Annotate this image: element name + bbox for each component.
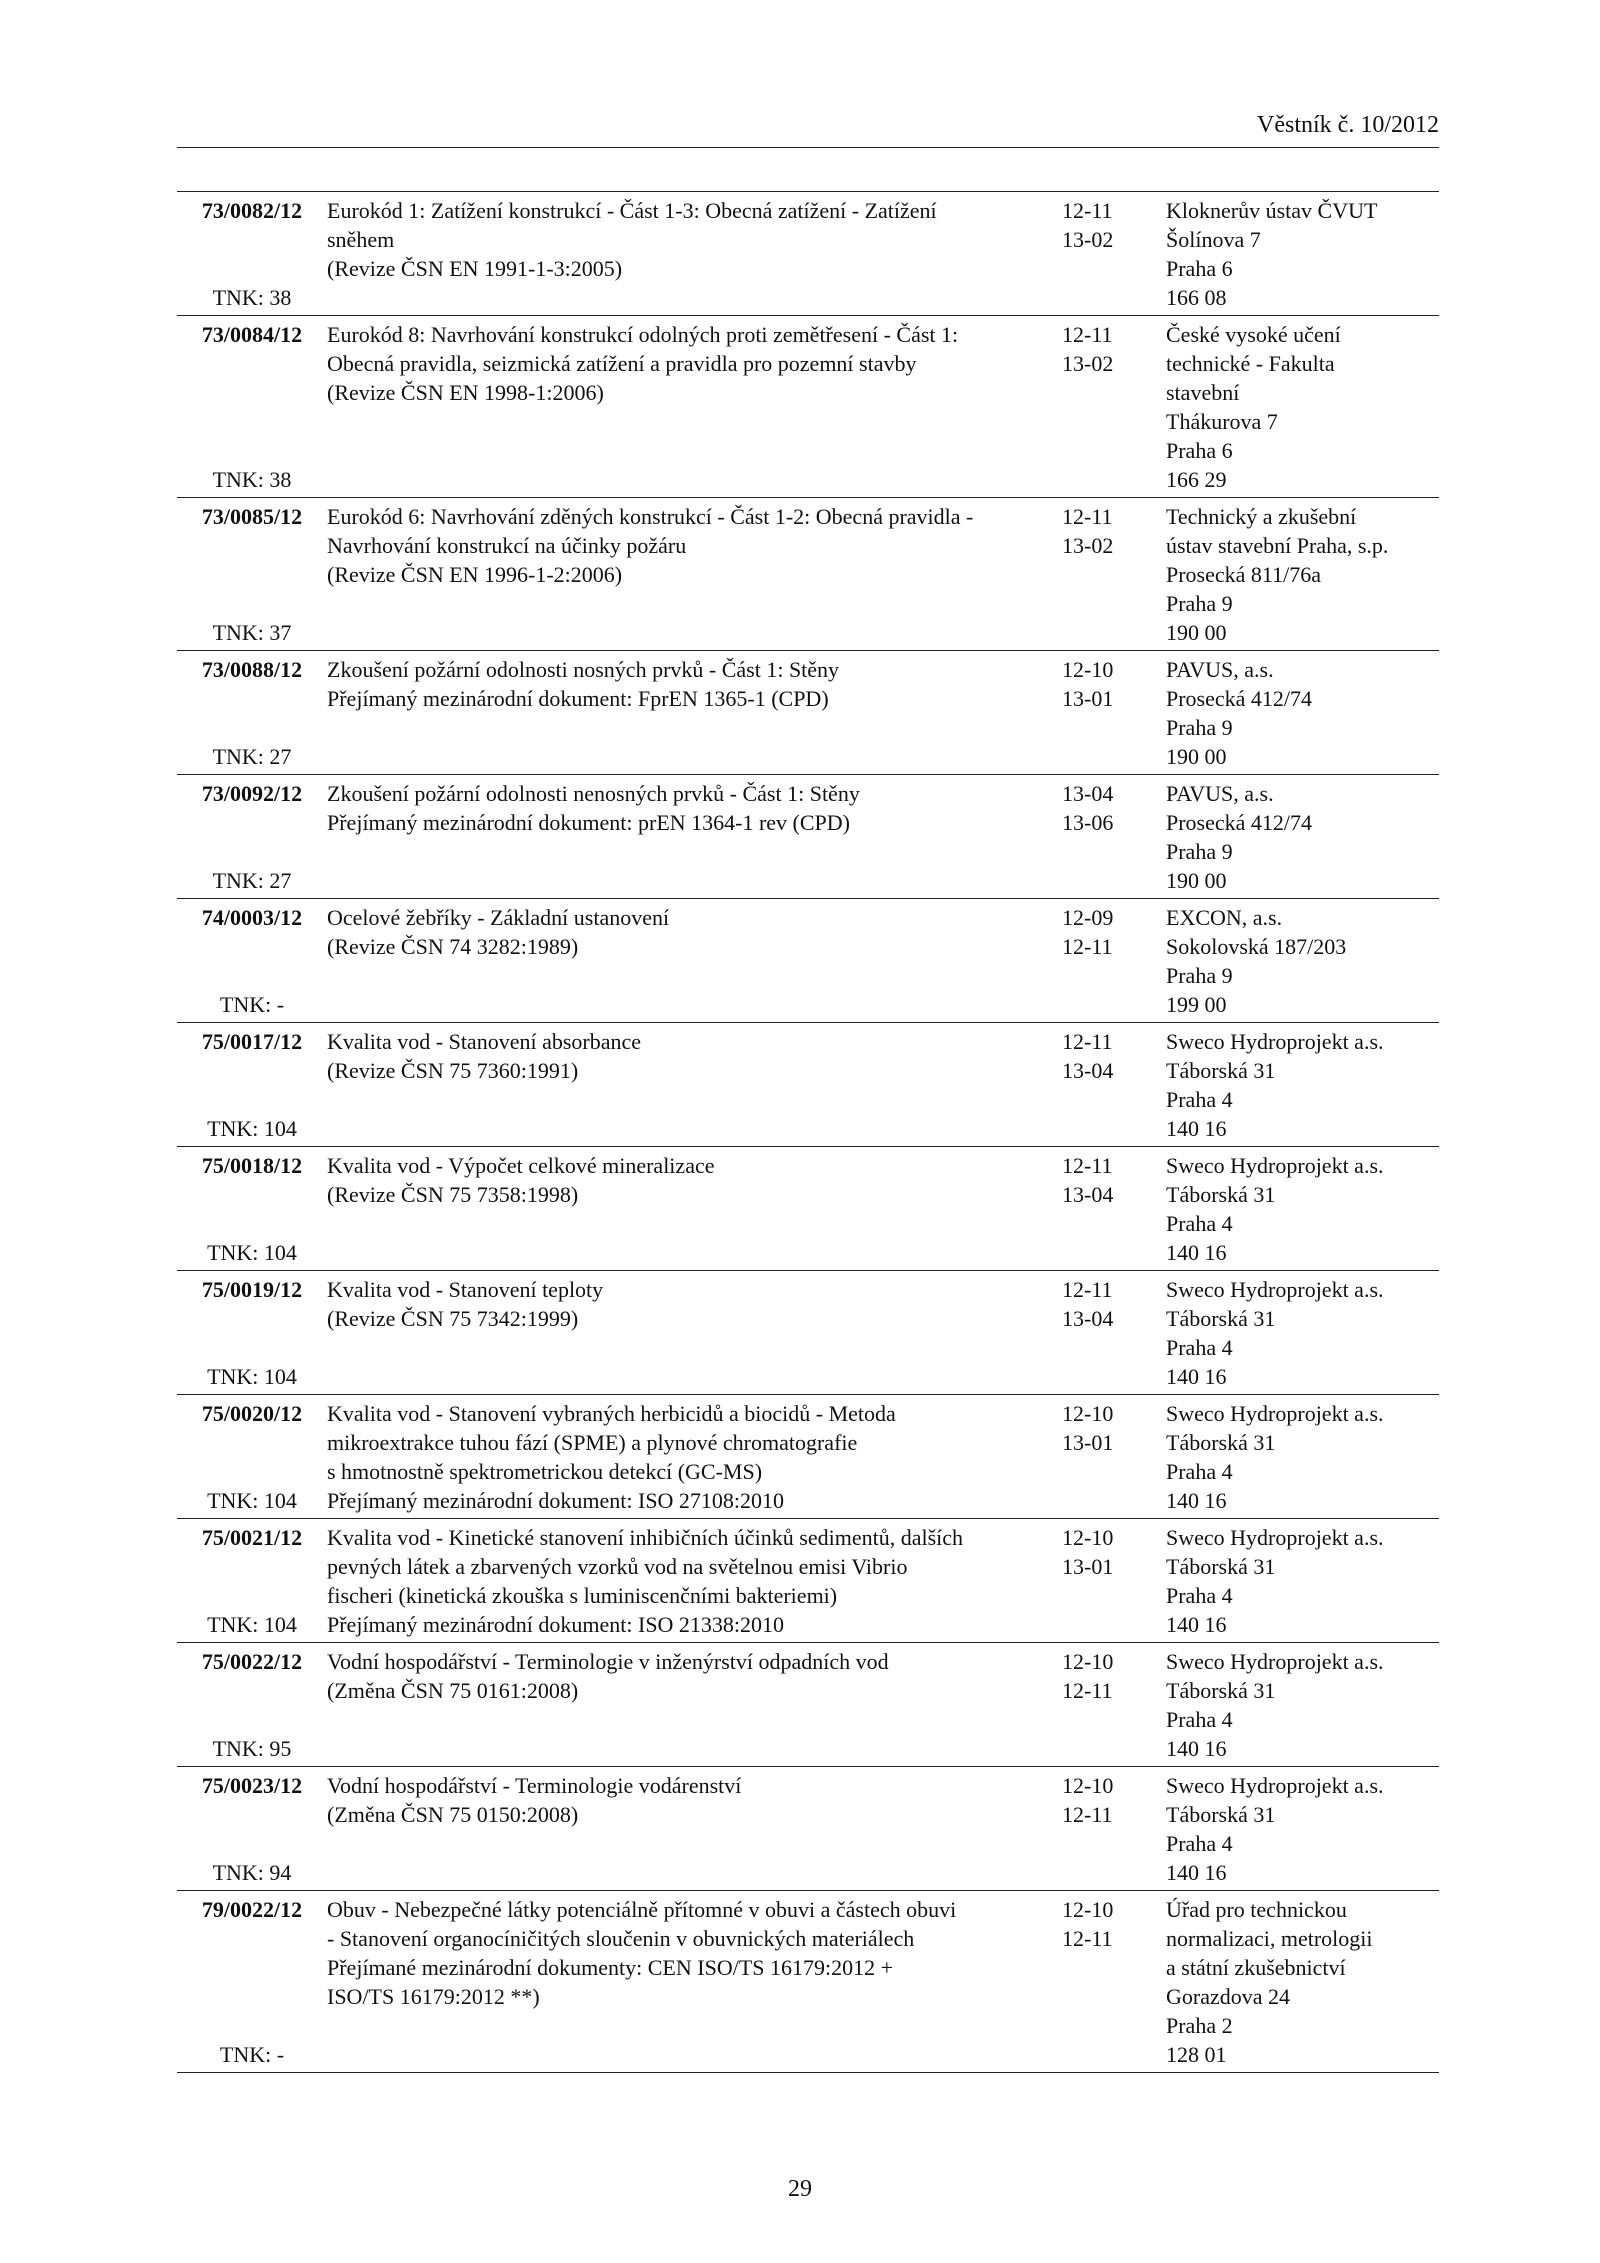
address-line: Táborská 31 xyxy=(1166,1430,1276,1455)
entry-address-cell xyxy=(1166,1147,1439,1271)
date-value: 12-10 xyxy=(1062,1401,1114,1426)
title-line: (Revize ČSN 75 7342:1999) xyxy=(327,1306,579,1331)
address-line: Praha 6 xyxy=(1166,438,1233,463)
entry-id-cell xyxy=(177,1395,327,1519)
address-line: technické - Fakulta xyxy=(1166,351,1335,376)
title-line: Kvalita vod - Výpočet celkové mineralizace xyxy=(327,1153,715,1178)
entry-address-cell xyxy=(1166,775,1439,899)
date-value: 12-11 xyxy=(1062,1277,1113,1302)
entry-address-cell xyxy=(1166,651,1439,775)
title-line: (Změna ČSN 75 0161:2008) xyxy=(327,1678,579,1703)
entry-dates-cell xyxy=(1057,316,1166,498)
date-value: 12-11 xyxy=(1062,1802,1113,1827)
journal-title: Věstník č. 10/2012 xyxy=(1257,112,1439,138)
date-value: 13-02 xyxy=(1062,227,1114,252)
entry-number: 75/0023/12 xyxy=(201,1773,303,1798)
title-line: Eurokód 1: Zatížení konstrukcí - Část 1-3: Obecná zatížení - Zatížení xyxy=(327,198,937,223)
date-value: 13-04 xyxy=(1062,1058,1114,1083)
entry-title-cell xyxy=(327,775,1057,899)
title-line: - Stanovení organocíničitých sloučenin v obuvnických materiálech xyxy=(327,1926,915,1951)
date-value: 13-01 xyxy=(1062,686,1114,711)
address-line: Thákurova 7 xyxy=(1166,409,1278,434)
entry-dates-cell xyxy=(1057,1023,1166,1147)
title-line: Obuv - Nebezpečné látky potenciálně přítomné v obuvi a částech obuvi xyxy=(327,1897,957,1922)
date-value: 12-11 xyxy=(1062,1926,1113,1951)
entry-title-cell xyxy=(327,899,1057,1023)
date-value: 13-01 xyxy=(1062,1430,1114,1455)
entry-address-cell xyxy=(1166,498,1439,651)
entry-id-cell xyxy=(177,1147,327,1271)
date-value: 12-10 xyxy=(1062,1897,1114,1922)
entry-title-cell xyxy=(327,651,1057,775)
address-line: Sweco Hydroprojekt a.s. xyxy=(1166,1525,1384,1550)
entry-title-cell xyxy=(327,1767,1057,1891)
tnk-label: TNK: - xyxy=(219,992,285,1017)
table-row xyxy=(177,775,1439,899)
entry-dates-cell xyxy=(1057,192,1166,316)
entry-title-cell xyxy=(327,316,1057,498)
entry-dates-cell xyxy=(1057,1271,1166,1395)
address-line: Praha 4 xyxy=(1166,1211,1233,1236)
tnk-label: TNK: 37 xyxy=(212,620,292,645)
table-row xyxy=(177,316,1439,498)
tnk-label: TNK: 104 xyxy=(207,1612,297,1637)
address-line: Praha 4 xyxy=(1166,1459,1233,1484)
date-value: 13-04 xyxy=(1062,1182,1114,1207)
entry-address-cell xyxy=(1166,1643,1439,1767)
table-row xyxy=(177,1891,1439,2073)
address-line: 140 16 xyxy=(1166,1736,1227,1761)
table-row xyxy=(177,1395,1439,1519)
address-line: Praha 6 xyxy=(1166,256,1233,281)
table-row xyxy=(177,1271,1439,1395)
table-row xyxy=(177,192,1439,316)
date-value: 13-06 xyxy=(1062,810,1114,835)
title-line: (Změna ČSN 75 0150:2008) xyxy=(327,1802,579,1827)
title-line: pevných látek a zbarvených vzorků vod na světelnou emisi Vibrio xyxy=(327,1554,908,1579)
entry-number: 73/0082/12 xyxy=(201,198,303,223)
entry-id-cell xyxy=(177,1643,327,1767)
entry-id-cell xyxy=(177,1519,327,1643)
address-line: Gorazdova 24 xyxy=(1166,1984,1291,2009)
title-line: Přejímané mezinárodní dokumenty: CEN ISO/TS 16179:2012 + xyxy=(327,1955,894,1980)
date-value: 13-04 xyxy=(1062,781,1114,806)
entry-dates-cell xyxy=(1057,1891,1166,2073)
date-value: 12-10 xyxy=(1062,657,1114,682)
entry-number: 73/0084/12 xyxy=(201,322,303,347)
address-line: Praha 4 xyxy=(1166,1583,1233,1608)
address-line: EXCON, a.s. xyxy=(1166,905,1283,930)
title-line: Přejímaný mezinárodní dokument: FprEN 1365-1 (CPD) xyxy=(327,686,829,711)
address-line: Praha 4 xyxy=(1166,1707,1233,1732)
entry-id-cell xyxy=(177,651,327,775)
entry-dates-cell xyxy=(1057,1147,1166,1271)
entry-dates-cell xyxy=(1057,1643,1166,1767)
entry-number: 73/0085/12 xyxy=(201,504,303,529)
title-line: Eurokód 8: Navrhování konstrukcí odolných proti zemětřesení - Část 1: xyxy=(327,322,959,347)
date-value: 13-01 xyxy=(1062,1554,1114,1579)
address-line: Táborská 31 xyxy=(1166,1306,1276,1331)
title-line: s hmotnostně spektrometrickou detekcí (GC-MS) xyxy=(327,1459,763,1484)
entry-id-cell xyxy=(177,1271,327,1395)
address-line: Praha 2 xyxy=(1166,2013,1233,2038)
tnk-label: TNK: 104 xyxy=(207,1488,297,1513)
entry-number: 75/0019/12 xyxy=(201,1277,303,1302)
address-line: 199 00 xyxy=(1166,992,1227,1017)
address-line: Praha 4 xyxy=(1166,1335,1233,1360)
entry-dates-cell xyxy=(1057,899,1166,1023)
address-line: 190 00 xyxy=(1166,868,1227,893)
entry-title-cell xyxy=(327,1023,1057,1147)
address-line: Sweco Hydroprojekt a.s. xyxy=(1166,1153,1384,1178)
address-line: Prosecká 412/74 xyxy=(1166,686,1313,711)
entry-title-cell xyxy=(327,1395,1057,1519)
title-line: Kvalita vod - Stanovení teploty xyxy=(327,1277,604,1302)
address-line: Sweco Hydroprojekt a.s. xyxy=(1166,1401,1384,1426)
title-line: (Revize ČSN 74 3282:1989) xyxy=(327,934,579,959)
address-line: normalizaci, metrologii xyxy=(1166,1926,1373,1951)
date-value: 13-02 xyxy=(1062,351,1114,376)
tnk-label: TNK: 104 xyxy=(207,1240,297,1265)
date-value: 12-10 xyxy=(1062,1649,1114,1674)
title-line: Eurokód 6: Navrhování zděných konstrukcí - Část 1-2: Obecná pravidla - xyxy=(327,504,974,529)
table-row xyxy=(177,651,1439,775)
date-value: 12-09 xyxy=(1062,905,1114,930)
address-line: Sweco Hydroprojekt a.s. xyxy=(1166,1649,1384,1674)
address-line: 140 16 xyxy=(1166,1860,1227,1885)
entry-id-cell xyxy=(177,1023,327,1147)
title-line: Ocelové žebříky - Základní ustanovení xyxy=(327,905,670,930)
title-line: (Revize ČSN 75 7358:1998) xyxy=(327,1182,579,1207)
address-line: 140 16 xyxy=(1166,1364,1227,1389)
address-line: Praha 4 xyxy=(1166,1087,1233,1112)
title-line: Vodní hospodářství - Terminologie v inženýrství odpadních vod xyxy=(327,1649,889,1674)
entry-number: 74/0003/12 xyxy=(201,905,303,930)
title-line: (Revize ČSN EN 1996-1-2:2006) xyxy=(327,562,623,587)
address-line: Technický a zkušební xyxy=(1166,504,1357,529)
entry-dates-cell xyxy=(1057,775,1166,899)
address-line: Táborská 31 xyxy=(1166,1802,1276,1827)
entry-title-cell xyxy=(327,498,1057,651)
table-row xyxy=(177,899,1439,1023)
address-line: Šolínova 7 xyxy=(1166,227,1261,252)
date-value: 12-10 xyxy=(1062,1773,1114,1798)
entry-id-cell xyxy=(177,775,327,899)
entry-id-cell xyxy=(177,192,327,316)
date-value: 12-11 xyxy=(1062,934,1113,959)
address-line: 190 00 xyxy=(1166,620,1227,645)
date-value: 12-11 xyxy=(1062,198,1113,223)
address-line: a státní zkušebnictví xyxy=(1166,1955,1346,1980)
entry-address-cell xyxy=(1166,316,1439,498)
page-header xyxy=(177,111,1439,148)
address-line: 166 08 xyxy=(1166,285,1227,310)
address-line: PAVUS, a.s. xyxy=(1166,657,1274,682)
entry-address-cell xyxy=(1166,1767,1439,1891)
address-line: 140 16 xyxy=(1166,1612,1227,1637)
entry-number: 75/0021/12 xyxy=(201,1525,303,1550)
entry-title-cell xyxy=(327,192,1057,316)
entry-number: 75/0018/12 xyxy=(201,1153,303,1178)
table-row xyxy=(177,1023,1439,1147)
title-line: Přejímaný mezinárodní dokument: ISO 21338:2010 xyxy=(327,1612,785,1637)
title-line: Přejímaný mezinárodní dokument: ISO 27108:2010 xyxy=(327,1488,785,1513)
address-line: PAVUS, a.s. xyxy=(1166,781,1274,806)
address-line: Táborská 31 xyxy=(1166,1554,1276,1579)
entry-title-cell xyxy=(327,1891,1057,2073)
entry-dates-cell xyxy=(1057,1519,1166,1643)
table-row xyxy=(177,498,1439,651)
date-value: 12-10 xyxy=(1062,1525,1114,1550)
address-line: Praha 9 xyxy=(1166,715,1233,740)
address-line: Praha 9 xyxy=(1166,963,1233,988)
address-line: 140 16 xyxy=(1166,1240,1227,1265)
date-value: 12-11 xyxy=(1062,1678,1113,1703)
address-line: Úřad pro technickou xyxy=(1166,1897,1347,1922)
address-line: Táborská 31 xyxy=(1166,1182,1276,1207)
entry-number: 73/0088/12 xyxy=(201,657,303,682)
tnk-label: TNK: 104 xyxy=(207,1116,297,1141)
entry-id-cell xyxy=(177,899,327,1023)
title-line: Kvalita vod - Stanovení absorbance xyxy=(327,1029,642,1054)
tnk-label: TNK: 38 xyxy=(212,285,292,310)
address-line: stavební xyxy=(1166,380,1240,405)
date-value: 12-11 xyxy=(1062,504,1113,529)
entry-address-cell xyxy=(1166,1395,1439,1519)
address-line: Sweco Hydroprojekt a.s. xyxy=(1166,1277,1384,1302)
tnk-label: TNK: 27 xyxy=(212,868,292,893)
title-line: fischeri (kinetická zkouška s luminiscenčními bakteriemi) xyxy=(327,1583,838,1608)
entry-number: 79/0022/12 xyxy=(201,1897,303,1922)
title-line: Vodní hospodářství - Terminologie vodárenství xyxy=(327,1773,742,1798)
entry-id-cell xyxy=(177,1891,327,2073)
address-line: České vysoké učení xyxy=(1166,322,1341,347)
address-line: Sweco Hydroprojekt a.s. xyxy=(1166,1773,1384,1798)
date-value: 12-11 xyxy=(1062,322,1113,347)
entry-address-cell xyxy=(1166,899,1439,1023)
entry-address-cell xyxy=(1166,1023,1439,1147)
entry-title-cell xyxy=(327,1147,1057,1271)
address-line: Prosecká 811/76a xyxy=(1166,562,1321,587)
title-line: Zkoušení požární odolnosti nenosných prvků - Část 1: Stěny xyxy=(327,781,860,806)
entry-number: 75/0022/12 xyxy=(201,1649,303,1674)
entry-address-cell xyxy=(1166,192,1439,316)
tnk-label: TNK: 94 xyxy=(212,1860,292,1885)
address-line: ústav stavební Praha, s.p. xyxy=(1166,533,1389,558)
address-line: Sweco Hydroprojekt a.s. xyxy=(1166,1029,1384,1054)
title-line: Přejímaný mezinárodní dokument: prEN 1364-1 rev (CPD) xyxy=(327,810,851,835)
date-value: 13-02 xyxy=(1062,533,1114,558)
title-line: Zkoušení požární odolnosti nosných prvků - Část 1: Stěny xyxy=(327,657,840,682)
entry-dates-cell xyxy=(1057,651,1166,775)
entry-address-cell xyxy=(1166,1519,1439,1643)
title-line: Obecná pravidla, seizmická zatížení a pravidla pro pozemní stavby xyxy=(327,351,917,376)
title-line: mikroextrakce tuhou fází (SPME) a plynové chromatografie xyxy=(327,1430,858,1455)
address-line: Kloknerův ústav ČVUT xyxy=(1166,198,1378,223)
address-line: Táborská 31 xyxy=(1166,1678,1276,1703)
date-value: 12-11 xyxy=(1062,1153,1113,1178)
tnk-label: TNK: 104 xyxy=(207,1364,297,1389)
entry-number: 75/0017/12 xyxy=(201,1029,303,1054)
entry-dates-cell xyxy=(1057,1395,1166,1519)
entry-title-cell xyxy=(327,1271,1057,1395)
table-row xyxy=(177,1643,1439,1767)
entry-address-cell xyxy=(1166,1891,1439,2073)
address-line: Táborská 31 xyxy=(1166,1058,1276,1083)
entry-dates-cell xyxy=(1057,1767,1166,1891)
tnk-label: TNK: 38 xyxy=(212,467,292,492)
address-line: Praha 4 xyxy=(1166,1831,1233,1856)
date-value: 12-11 xyxy=(1062,1029,1113,1054)
title-line: Kvalita vod - Stanovení vybraných herbicidů a biocidů - Metoda xyxy=(327,1401,896,1426)
address-line: Prosecká 412/74 xyxy=(1166,810,1313,835)
entry-address-cell xyxy=(1166,1271,1439,1395)
title-line: sněhem xyxy=(327,227,395,252)
address-line: 140 16 xyxy=(1166,1116,1227,1141)
entry-id-cell xyxy=(177,316,327,498)
address-line: 140 16 xyxy=(1166,1488,1227,1513)
address-line: 166 29 xyxy=(1166,467,1227,492)
tnk-label: TNK: 27 xyxy=(212,744,292,769)
standards-table-body xyxy=(177,192,1439,2073)
tnk-label: TNK: 95 xyxy=(212,1736,292,1761)
title-line: (Revize ČSN EN 1998-1:2006) xyxy=(327,380,604,405)
address-line: Praha 9 xyxy=(1166,591,1233,616)
entry-number: 73/0092/12 xyxy=(201,781,303,806)
title-line: ISO/TS 16179:2012 **) xyxy=(327,1984,540,2009)
address-line: 128 01 xyxy=(1166,2042,1227,2067)
title-line: Navrhování konstrukcí na účinky požáru xyxy=(327,533,687,558)
table-row xyxy=(177,1519,1439,1643)
address-line: Praha 9 xyxy=(1166,839,1233,864)
date-value: 13-04 xyxy=(1062,1306,1114,1331)
entry-number: 75/0020/12 xyxy=(201,1401,303,1426)
title-line: (Revize ČSN 75 7360:1991) xyxy=(327,1058,579,1083)
entry-id-cell xyxy=(177,498,327,651)
entry-title-cell xyxy=(327,1643,1057,1767)
title-line: Kvalita vod - Kinetické stanovení inhibičních účinků sedimentů, dalších xyxy=(327,1525,964,1550)
table-row xyxy=(177,1767,1439,1891)
entry-title-cell xyxy=(327,1519,1057,1643)
standards-table xyxy=(177,191,1439,2073)
address-line: Sokolovská 187/203 xyxy=(1166,934,1347,959)
table-row xyxy=(177,1147,1439,1271)
entry-dates-cell xyxy=(1057,498,1166,651)
title-line: (Revize ČSN EN 1991-1-3:2005) xyxy=(327,256,623,281)
entry-id-cell xyxy=(177,1767,327,1891)
address-line: 190 00 xyxy=(1166,744,1227,769)
page-number: 29 xyxy=(788,2176,812,2202)
tnk-label: TNK: - xyxy=(219,2042,285,2067)
